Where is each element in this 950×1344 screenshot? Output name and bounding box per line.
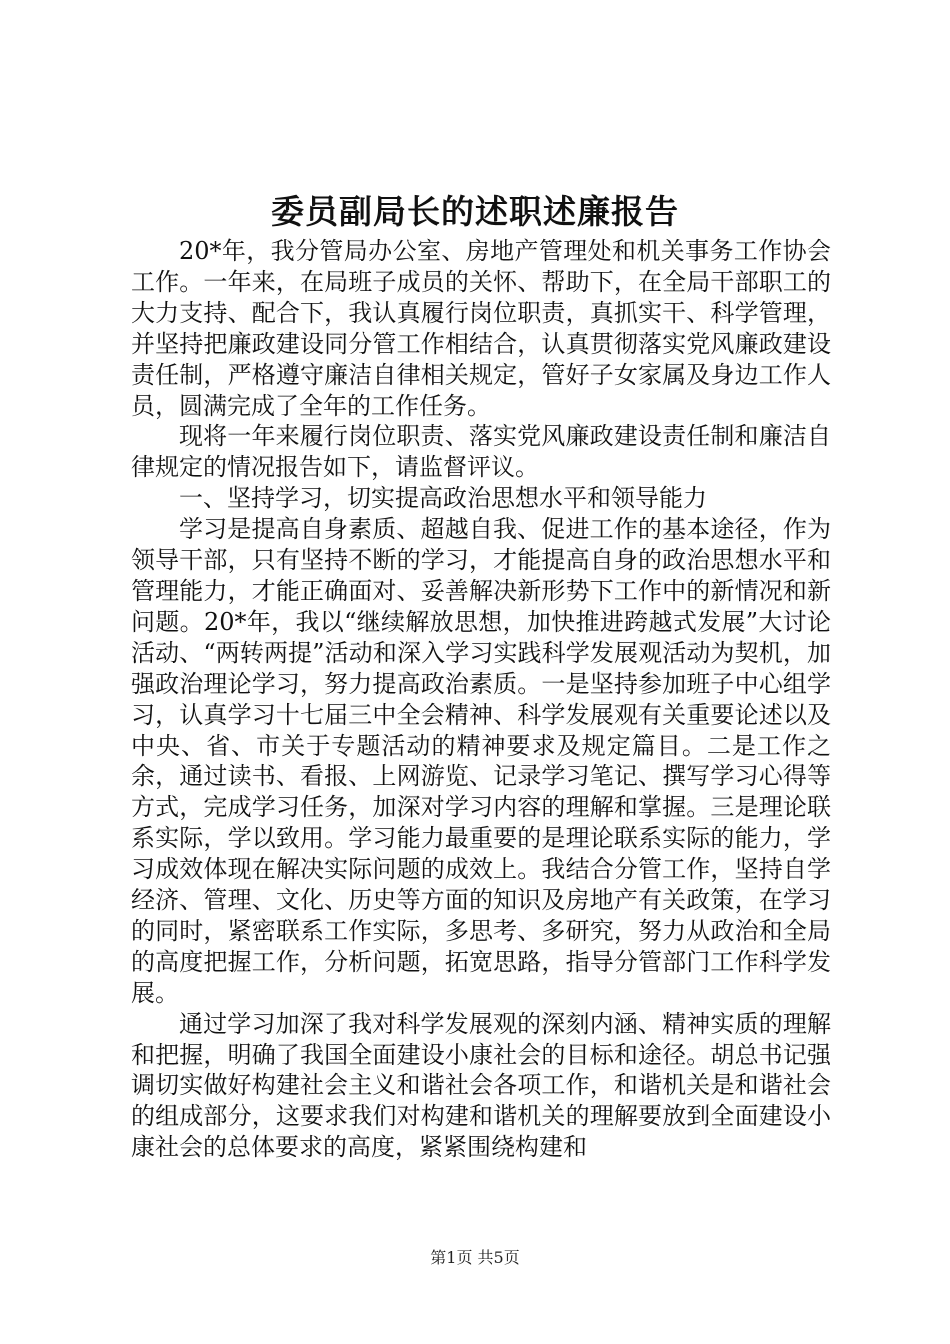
paragraph: 20*年，我分管局办公室、房地产管理处和机关事务工作协会工作。一年来，在局班子成员的关怀、帮助下，在全局干部职工的大力支持、配合下，我认真履行岗位职责，真抓实干、科学管理，并坚持把廉政建设同分管工作相结合，认真贯彻落实党风廉政建设责任制，严格遵守廉洁自律相关规定，管好子女家属及身边工作人员，圆满完成了全年的工作任务。	[131, 237, 831, 420]
document-title: 委员副局长的述职述廉报告	[271, 192, 679, 231]
section-heading: 一、坚持学习，切实提高政治思想水平和领导能力	[179, 484, 707, 513]
paragraph: 学习是提高自身素质、超越自我、促进工作的基本途径，作为领导干部，只有坚持不断的学习，才能提高自身的政治思想水平和管理能力，才能正确面对、妥善解决新形势下工作中的新情况和新问题。20*年，我以“继续解放思想，加快推进跨越式发展”大讨论活动、“两转两提”活动和深入学习实践科学发展观活动为契机，加强政治理论学习，努力提高政治素质。一是坚持参加班子中心组学习，认真学习十七届三中全会精神、科学发展观有关重要论述以及中央、省、市关于专题活动的精神要求及规定篇目。二是工作之余，通过读书、看报、上网游览、记录学习笔记、撰写学习心得等方式，完成学习任务，加深对学习内容的理解和掌握。三是理论联系实际，学以致用。学习能力最重要的是理论联系实际的能力，学习成效体现在解决实际问题的成效上。我结合分管工作，坚持自学经济、管理、文化、历史等方面的知识及房地产有关政策，在学习的同时，紧密联系工作实际，多思考、多研究，努力从政治和全局的高度把握工作，分析问题，拓宽思路，指导分管部门工作科学发展。	[131, 515, 831, 1007]
page-number-footer: 第1页 共5页	[430, 1248, 520, 1267]
document-body	[131, 236, 831, 1163]
paragraph: 通过学习加深了我对科学发展观的深刻内涵、精神实质的理解和把握，明确了我国全面建设小康社会的目标和途径。胡总书记强调切实做好构建社会主义和谐社会各项工作，和谐机关是和谐社会的组成部分，这要求我们对构建和谐机关的理解要放到全面建设小康社会的总体要求的高度，紧紧围绕构建和	[131, 1009, 831, 1162]
paragraph: 现将一年来履行岗位职责、落实党风廉政建设责任制和廉洁自律规定的情况报告如下，请监督评议。	[131, 422, 831, 482]
